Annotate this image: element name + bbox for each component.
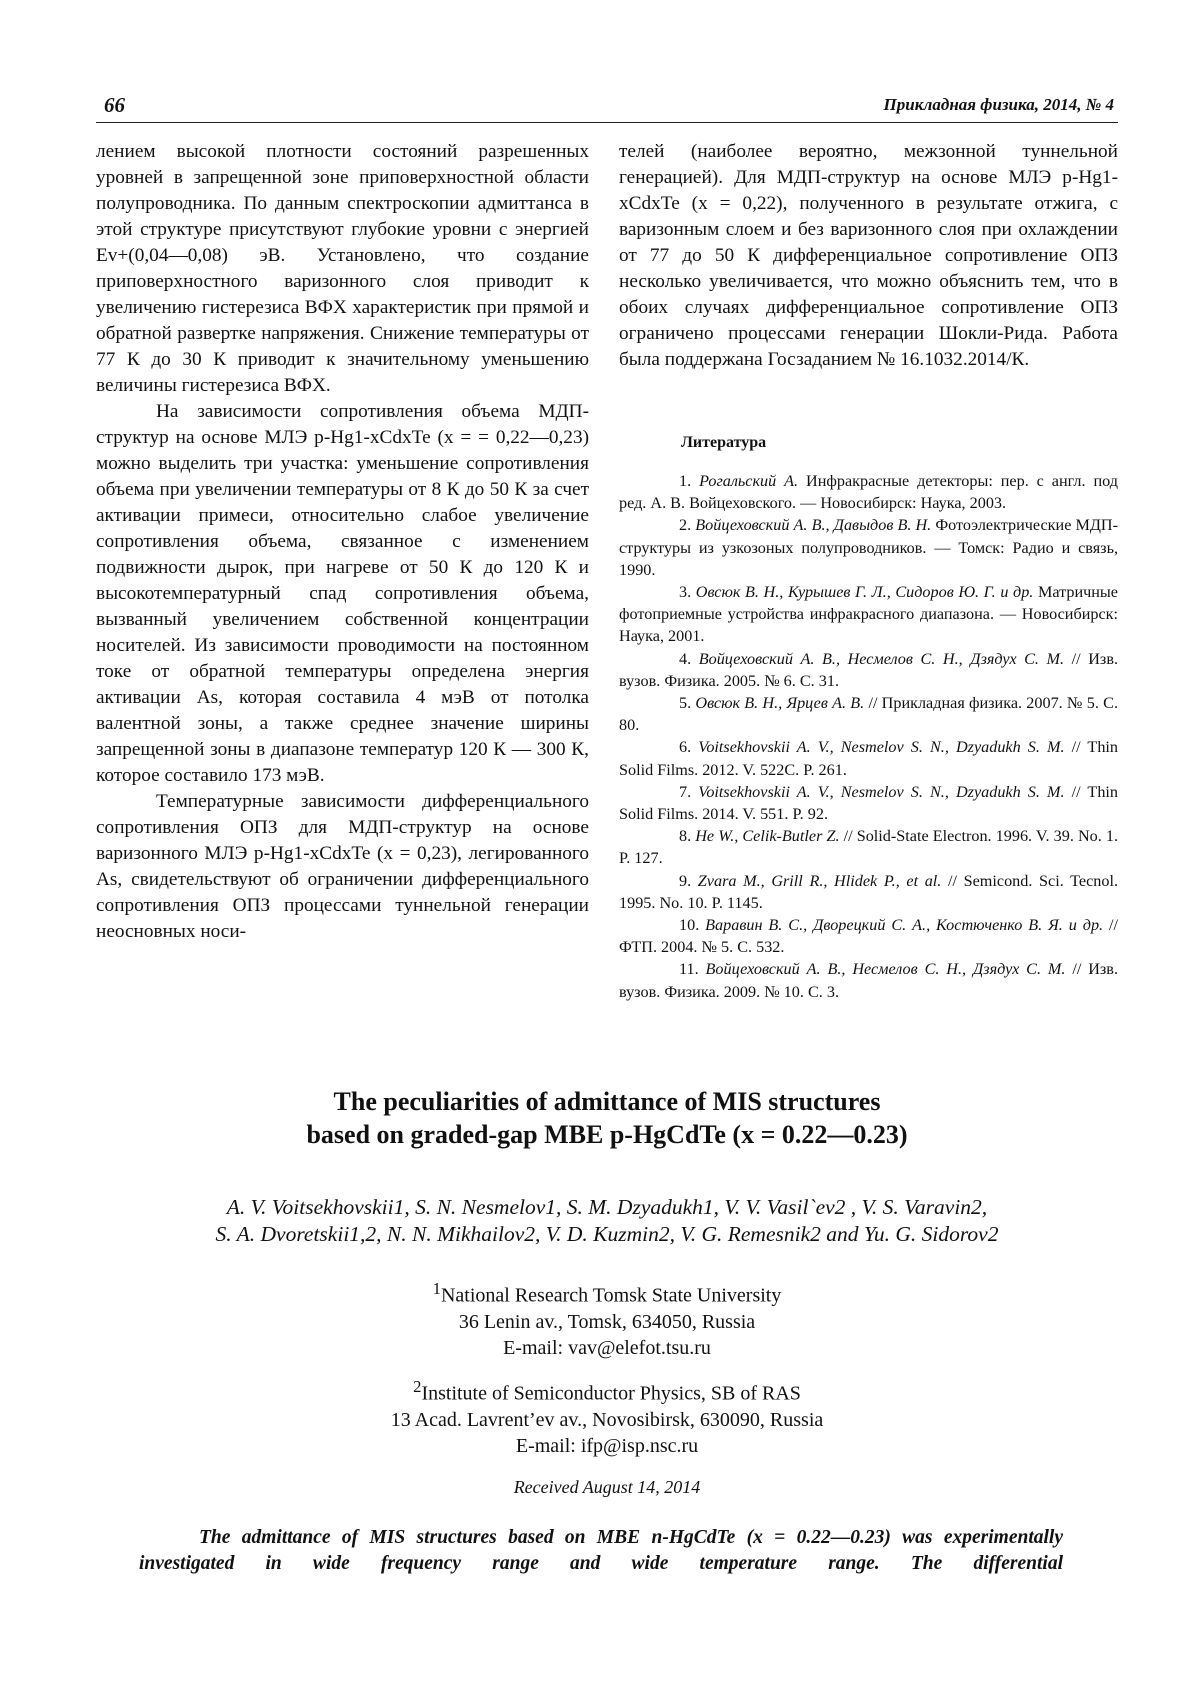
abstract-text: The admittance of MIS structures based on MBE n-HgCdTe (x = 0.22—0.23) was experimentally investigated in wide frequency range and wide temperature range. The differential bbox=[139, 1527, 1063, 1574]
affiliation-1: $^1$National Research Tomsk State University 36 Lenin av., Tomsk, 634050, Russia E-mail: vav@elefot.tsu.ru bbox=[96, 1276, 1118, 1361]
reference-item: 3. Овсюк В. Н., Курышев Г. Л., Сидоров Ю. Г. и др. Матричные фотоприемные устройства инфракрасного диапазона. — Новосибирск: Наука, 2001. bbox=[619, 583, 1118, 646]
affiliation-address: 13 Acad. Lavrent’ev av., Novosibirsk, 630090, Russia bbox=[390, 1408, 824, 1431]
affiliation-address: 36 Lenin av., Tomsk, 634050, Russia bbox=[458, 1310, 756, 1333]
reference-item: 10. Варавин В. С., Дворецкий С. А., Костюченко В. Я. и др. // ФТП. 2004. № 5. С. 532. bbox=[619, 916, 1119, 957]
affiliation-name: National Research Tomsk State University bbox=[440, 1284, 782, 1307]
journal-name: Прикладная физика, 2014, № 4 bbox=[883, 95, 1114, 114]
author-list bbox=[96, 1194, 1118, 1248]
author-line-1: A. V. Voitsekhovskii1, S. N. Nesmelov1, S. M. Dzyadukh1, V. V. Vasil`ev2 , V. S. Varavin2, bbox=[226, 1195, 988, 1219]
left-paragraph-2: На зависимости сопротивления объема МДП-структур на основе МЛЭ p-Hg1-xCdxTe (x = = 0,22—0,23) можно выделить три участка: уменьшение сопротивления объема при увеличении температуры от 8 К до 50 К за счет активации примеси, относительно слабое увеличение сопротивления объема, связанное с изменением подвижности дырок, при нагреве от 50 К до 120 К и высокотемпературный спад сопротивления объема, вызванный увеличением собственной концентрации носителей. Из зависимости проводимости на постоянном токе от обратной температуры определена энергия активации As, которая составила 4 мэВ от потолка валентной зоны, а также среднее значение ширины запрещенной зоны в диапазоне температур 120 К — 300 К, которое составило 173 мэВ. bbox=[96, 401, 589, 786]
reference-item: 6. Voitsekhovskii A. V., Nesmelov S. N., Dzyadukh S. M. // Thin Solid Films. 2012. V. 522C. P. 261. bbox=[619, 738, 1118, 779]
received-date: Received August 14, 2014 bbox=[513, 1477, 701, 1497]
reference-item: 9. Zvara M., Grill R., Hlidek P., et al. // Semicond. Sci. Tecnol. 1995. No. 10. P. 1145. bbox=[619, 871, 1118, 912]
author-line-2: S. A. Dvoretskii1,2, N. N. Mikhailov2, V. D. Kuzmin2, V. G. Remesnik2 and Yu. G. Sidorov2 bbox=[215, 1222, 999, 1246]
reference-item: 4. Войцеховский А. В., Несмелов С. Н., Дзядух С. М. // Изв. вузов. Физика. 2005. № 6. С. 31. bbox=[619, 649, 1119, 690]
reference-item: 7. Voitsekhovskii A. V., Nesmelov S. N., Dzyadukh S. M. // Thin Solid Films. 2014. V. 551. P. 92. bbox=[619, 782, 1118, 824]
left-column bbox=[96, 139, 589, 945]
affiliation-name: Institute of Semiconductor Physics, SB of RAS bbox=[421, 1382, 801, 1405]
english-title-line-1: The peculiarities of admittance of MIS structures bbox=[333, 1087, 881, 1116]
literature-heading: Литература bbox=[681, 434, 767, 451]
page-number: 66 bbox=[104, 93, 125, 117]
affiliation-email: E-mail: vav@elefot.tsu.ru bbox=[503, 1336, 711, 1359]
english-title-line-2: based on graded-gap MBE p-HgCdTe (x = 0.22—0.23) bbox=[306, 1120, 908, 1149]
left-paragraph-3: Температурные зависимости дифференциального сопротивления ОПЗ для МДП-структур на основе варизонного МЛЭ p-Hg1-xCdxTe (x = 0,23), легированного As, свидетельствуют об ограничении дифференциального сопротивления ОПЗ процессами туннельной генерации неосновных носи- bbox=[96, 791, 589, 942]
right-paragraph-1: телей (наиболее вероятно, межзонной туннельной генерацией). Для МДП-структур на основе МЛЭ p-Hg1-xCdxTe (x = 0,22), полученного в результате отжига, с варизонным слоем и без варизонного слоя при охлаждении от 77 до 50 К дифференциальное сопротивление ОПЗ несколько увеличивается, что можно объяснить тем, что в обоих случаях дифференциальное сопротивление ОПЗ ограничено процессами генерации Шокли-Рида. Работа была поддержана Госзаданием № 16.1032.2014/К. bbox=[619, 141, 1118, 370]
reference-item: 5. Овсюк В. Н., Ярцев А. В. // Прикладная физика. 2007. № 5. С. 80. bbox=[619, 694, 1118, 735]
right-column bbox=[619, 139, 1118, 373]
left-paragraph-1: лением высокой плотности состояний разрешенных уровней в запрещенной зоне приповерхностной области полупроводника. По данным спектроскопии адмиттанса в этой структуре присутствуют глубокие уровни с энергией Ev+(0,04—0,08) эВ. Установлено, что создание приповерхностного варизонного слоя приводит к увеличению гистерезиса ВФХ характеристик при прямой и обратной развертке напряжения. Снижение температуры от 77 К до 30 К приводит к значительному уменьшению величины гистерезиса ВФХ. bbox=[96, 141, 589, 396]
reference-item: 8. He W., Celik-Butler Z. // Solid-State Electron. 1996. V. 39. No. 1. P. 127. bbox=[619, 827, 1119, 868]
page-header bbox=[96, 92, 1118, 123]
reference-item: 2. Войцеховский А. В., Давыдов В. Н. Фотоэлектрические МДП-структуры из узкозоных полупроводников. — Томск: Радио и связь, 1990. bbox=[619, 516, 1119, 579]
reference-list bbox=[619, 470, 1118, 1003]
english-title bbox=[96, 1085, 1118, 1151]
affiliation-2: $^2$Institute of Semiconductor Physics, SB of RAS 13 Acad. Lavrent’ev av., Novosibirsk, 630090, Russia E-mail: ifp@isp.nsc.ru bbox=[96, 1374, 1118, 1459]
reference-item: 11. Войцеховский А. В., Несмелов С. Н., Дзядух С. М. // Изв. вузов. Физика. 2009. № 10. С. 3. bbox=[619, 960, 1119, 1001]
affiliation-email: E-mail: ifp@isp.nsc.ru bbox=[515, 1434, 699, 1457]
reference-item: 1. Рогальский А. Инфракрасные детекторы: пер. с англ. под ред. А. В. Войцеховского. — Новосибирск: Наука, 2003. bbox=[619, 472, 1118, 513]
